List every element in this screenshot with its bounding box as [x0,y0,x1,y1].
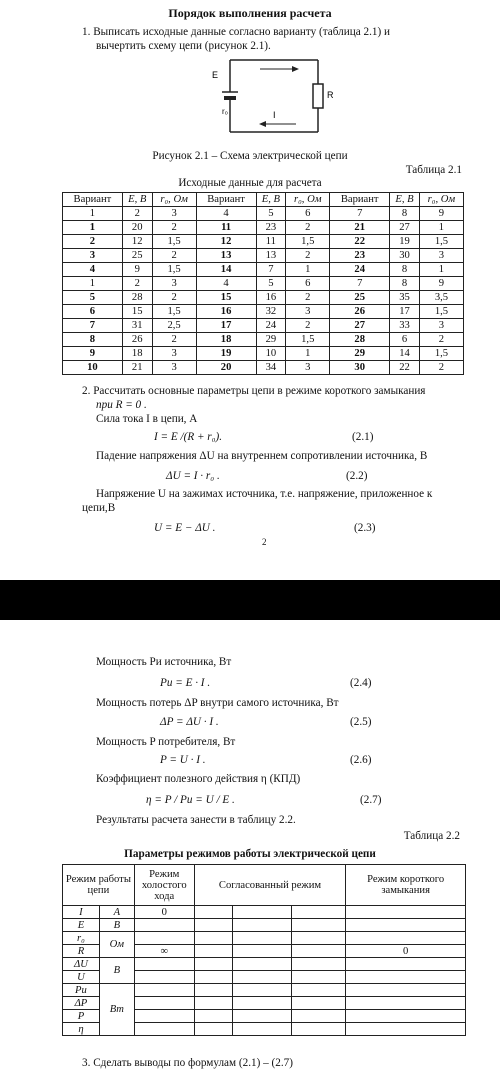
table-2-1-cell: 5 [256,277,286,291]
table-2-1-row [63,347,464,361]
page-separator [0,580,500,620]
matched-cell [232,932,292,945]
matched-cell [292,945,346,958]
table-2-1-cell: 25 [330,291,390,305]
table-2-1-cell: 2 [122,207,152,221]
step-2-line-1: 2. Рассчитать основные параметры цепи в режиме короткого замыкания [82,385,426,397]
param-cell: ΔU [63,958,100,971]
table-2-1-cell: 8 [390,277,420,291]
terminal-voltage-label-2: цепи,В [82,502,116,514]
current-label: Сила тока I в цепи, А [96,413,198,425]
table-2-1-header: E, В [390,193,420,207]
table-2-1-cell: 11 [256,235,286,249]
table-2-1-cell: 3 [286,305,330,319]
label-e: E [212,70,219,80]
header-idle: Режим холостого хода [134,865,194,906]
label-r: R [327,90,334,100]
table-2-1-cell: 5 [256,207,286,221]
table-2-1-cell: 3 [152,207,196,221]
table-2-1-cell: 18 [122,347,152,361]
table-2-1-row [63,207,464,221]
unit-cell: А [99,906,134,919]
table-2-1-title: Исходные данные для расчета [178,177,322,189]
table-2-1-cell: 1 [63,277,123,291]
table-2-1-cell: 21 [122,361,152,375]
table-2-1-cell: 2 [419,333,463,347]
table-2-1-cell: 6 [63,305,123,319]
table-2-1-cell: 30 [390,249,420,263]
header-matched: Согласованный режим [194,865,346,906]
consumer-power-label: Мощность P потребителя, Вт [96,736,236,748]
idle-cell [134,971,194,984]
table-2-1-cell: 2 [63,235,123,249]
table-2-1-cell: 1,5 [419,235,463,249]
table-2-1-cell: 29 [330,347,390,361]
table-2-1-cell: 24 [256,319,286,333]
matched-cell [292,971,346,984]
short-circuit-cell [346,932,466,945]
table-2-1-cell: 29 [256,333,286,347]
table-2-1-row [63,305,464,319]
table-2-1-cell: 1,5 [419,305,463,319]
param-cell: Pи [63,984,100,997]
equation-2-1-number: (2.1) [352,431,374,443]
table-2-1-row [63,277,464,291]
loss-power-label: Мощность потерь ΔP внутри самого источника, Вт [96,697,339,709]
table-2-2-title: Параметры режимов работы электрической цепи [124,848,376,860]
table-2-1-cell: 15 [196,291,256,305]
voltage-drop-label: Падение напряжения ΔU на внутреннем сопротивлении источника, В [96,450,428,462]
table-2-1-cell: 1,5 [286,333,330,347]
step-2-line-2: при R = 0 . [96,399,147,411]
table-2-1-cell: 9 [419,277,463,291]
table-2-1-cell: 16 [256,291,286,305]
matched-cell [292,1023,346,1036]
table-2-1-cell: 2 [152,249,196,263]
table-2-2-row [63,984,466,997]
table-2-2-row [63,906,466,919]
table-2-1-cell: 16 [196,305,256,319]
table-2-1-cell: 20 [122,221,152,235]
idle-cell [134,919,194,932]
matched-cell [232,984,292,997]
table-2-1-cell: 3 [63,249,123,263]
header-short-circuit: Режим короткого замыкания [346,865,466,906]
matched-cell [194,919,232,932]
table-2-1-cell: 2,5 [152,319,196,333]
table-2-1-cell: 7 [330,277,390,291]
param-cell: R [63,945,100,958]
table-2-1-cell: 1 [63,221,123,235]
equation-2-3-number: (2.3) [354,522,376,534]
short-circuit-cell [346,997,466,1010]
section-heading: Порядок выполнения расчета [168,6,332,20]
table-2-1-row [63,333,464,347]
equation-2-4-number: (2.4) [350,677,372,689]
table-2-1-cell: 22 [390,361,420,375]
source-power-label: Мощность Pи источника, Вт [96,656,232,668]
table-2-1-cell: 6 [286,207,330,221]
table-2-1-cell: 1,5 [152,305,196,319]
table-2-1-cell: 2 [152,221,196,235]
table-2-1-header: r₀, Ом [419,193,463,207]
matched-cell [292,919,346,932]
label-i: I [273,110,276,120]
table-2-1-cell: 3 [152,347,196,361]
matched-cell [194,932,232,945]
unit-cell-watt: Вт [99,984,134,1036]
table-2-1-cell: 3 [419,249,463,263]
table-2-1-cell: 2 [152,333,196,347]
table-2-1-cell: 14 [390,347,420,361]
idle-cell [134,1010,194,1023]
matched-cell [194,958,232,971]
step-1-line-2: вычертить схему цепи (рисунок 2.1). [96,40,271,52]
matched-cell [232,997,292,1010]
idle-cell: ∞ [134,945,194,958]
table-2-1-row [63,221,464,235]
table-2-1-cell: 7 [63,319,123,333]
table-2-1-cell: 4 [63,263,123,277]
equation-2-5: ΔP = ΔU · I . [160,716,219,728]
short-circuit-cell [346,971,466,984]
table-2-1-header: Вариант [330,193,390,207]
table-2-1-cell: 10 [256,347,286,361]
matched-cell [292,932,346,945]
matched-cell [232,1010,292,1023]
equation-2-2: ΔU = I · r₀ . [166,470,220,482]
table-2-1-cell: 5 [63,291,123,305]
table-2-1-cell: 2 [122,277,152,291]
table-2-2-row [63,932,466,945]
table-2-1-cell: 2 [286,319,330,333]
table-2-1-cell: 2 [286,291,330,305]
table-2-1-cell: 1,5 [152,263,196,277]
table-2-1-cell: 31 [122,319,152,333]
modes-table [62,864,466,1036]
equation-2-3: U = E − ΔU . [154,522,216,534]
short-circuit-cell [346,919,466,932]
matched-cell [194,906,232,919]
matched-cell [194,984,232,997]
matched-cell [194,997,232,1010]
table-2-1-header: r₀, Ом [286,193,330,207]
table-2-1-cell: 10 [63,361,123,375]
table-2-1-cell: 20 [196,361,256,375]
table-2-1-row [63,263,464,277]
table-2-1-cell: 26 [330,305,390,319]
table-2-1-cell: 1 [286,263,330,277]
table-2-1-cell: 4 [196,207,256,221]
table-2-1-cell: 22 [330,235,390,249]
table-2-1-row [63,361,464,375]
param-cell: E [63,919,100,932]
table-2-1-cell: 15 [122,305,152,319]
page-number: 2 [262,537,267,547]
short-circuit-cell [346,1010,466,1023]
equation-2-1: I = E /(R + r₀). [154,431,223,443]
matched-cell [292,1010,346,1023]
table-2-1-cell: 13 [196,249,256,263]
table-2-1-header: E, В [122,193,152,207]
table-2-1-cell: 30 [330,361,390,375]
table-2-1-cell: 2 [286,249,330,263]
table-2-2-number: Таблица 2.2 [403,830,460,842]
table-2-1-header: Вариант [196,193,256,207]
unit-cell-ohm: Ом [99,932,134,958]
table-2-1-cell: 1 [286,347,330,361]
source-data-table [62,192,464,375]
table-2-1-cell: 9 [419,207,463,221]
header-mode: Режим работы цепи [63,865,135,906]
step-3-cut-off: 3. Сделать выводы по формулам (2.1) – (2.7) [82,1057,293,1069]
short-circuit-cell [346,984,466,997]
table-2-1-header: r₀, Ом [152,193,196,207]
table-2-1-cell: 2 [152,291,196,305]
short-circuit-cell [346,1023,466,1036]
page-2 [0,620,500,1069]
table-2-2-row [63,919,466,932]
step-1-line-1: 1. Выписать исходные данные согласно варианту (таблица 2.1) и [82,26,390,38]
table-2-1-cell: 35 [390,291,420,305]
table-2-1-cell: 19 [196,347,256,361]
unit-cell-volt: В [99,958,134,984]
matched-cell [232,945,292,958]
table-2-1-cell: 1,5 [286,235,330,249]
matched-cell [292,906,346,919]
table-2-1-cell: 28 [330,333,390,347]
terminal-voltage-label-1: Напряжение U на зажимах источника, т.е. напряжение, приложенное к [96,488,433,500]
param-cell: I [63,906,100,919]
matched-cell [232,971,292,984]
table-2-1-cell: 24 [330,263,390,277]
table-2-1-cell: 9 [63,347,123,361]
idle-cell [134,984,194,997]
table-2-1-cell: 17 [196,319,256,333]
matched-cell [292,997,346,1010]
table-2-1-cell: 1 [419,263,463,277]
param-cell: η [63,1023,100,1036]
table-2-1-cell: 25 [122,249,152,263]
figure-caption: Рисунок 2.1 – Схема электрической цепи [152,150,348,162]
efficiency-label: Коэффициент полезного действия η (КПД) [96,773,301,785]
table-2-1-cell: 7 [330,207,390,221]
table-2-1-cell: 19 [390,235,420,249]
table-2-1-cell: 3 [152,361,196,375]
table-2-1-cell: 14 [196,263,256,277]
table-2-1-cell: 9 [122,263,152,277]
table-2-1-cell: 18 [196,333,256,347]
table-2-1-cell: 23 [256,221,286,235]
matched-cell [292,958,346,971]
table-2-1-row [63,249,464,263]
table-2-1-cell: 17 [390,305,420,319]
matched-cell [232,919,292,932]
table-2-1-cell: 4 [196,277,256,291]
table-2-1-row [63,235,464,249]
table-2-1-cell: 2 [419,361,463,375]
param-cell: U [63,971,100,984]
short-circuit-cell [346,958,466,971]
short-circuit-cell: 0 [346,945,466,958]
short-circuit-cell [346,906,466,919]
table-2-1-cell: 32 [256,305,286,319]
param-cell: r₀ [63,932,100,945]
equation-2-2-number: (2.2) [346,470,368,482]
matched-cell [194,945,232,958]
matched-cell [232,1023,292,1036]
table-2-1-cell: 1 [419,221,463,235]
matched-cell [232,906,292,919]
idle-cell [134,997,194,1010]
table-2-1-row [63,291,464,305]
table-2-1-cell: 27 [390,221,420,235]
equation-2-6-number: (2.6) [350,754,372,766]
matched-cell [194,971,232,984]
table-2-1-cell: 28 [122,291,152,305]
table-2-1-cell: 8 [390,263,420,277]
equation-2-7: η = P / Pи = U / E . [146,794,235,806]
table-2-1-cell: 8 [63,333,123,347]
unit-cell: В [99,919,134,932]
table-2-1-cell: 11 [196,221,256,235]
idle-cell [134,958,194,971]
matched-cell [232,958,292,971]
table-2-1-cell: 7 [256,263,286,277]
table-2-1-cell: 1,5 [152,235,196,249]
equation-2-4: Pи = E · I . [160,677,211,689]
table-2-1-cell: 3 [419,319,463,333]
table-2-1-cell: 3 [286,361,330,375]
idle-cell [134,932,194,945]
table-2-1-cell: 6 [390,333,420,347]
table-2-1-header: E, В [256,193,286,207]
table-2-1-cell: 26 [122,333,152,347]
label-r0: r₀ [222,107,228,116]
table-2-1-cell: 2 [286,221,330,235]
param-cell: P [63,1010,100,1023]
table-2-2-row [63,958,466,971]
table-2-1-cell: 13 [256,249,286,263]
param-cell: ΔP [63,997,100,1010]
table-2-1-number: Таблица 2.1 [405,164,462,176]
table-2-1-cell: 21 [330,221,390,235]
equation-2-6: P = U · I . [160,754,206,766]
table-2-1-cell: 27 [330,319,390,333]
idle-cell: 0 [134,906,194,919]
matched-cell [194,1023,232,1036]
table-2-1-row [63,319,464,333]
table-2-1-cell: 1 [63,207,123,221]
table-2-1-cell: 12 [196,235,256,249]
table-2-1-cell: 34 [256,361,286,375]
results-note: Результаты расчета занести в таблицу 2.2. [96,814,296,826]
idle-cell [134,1023,194,1036]
table-2-1-cell: 1,5 [419,347,463,361]
table-2-1-cell: 6 [286,277,330,291]
table-2-1-header: Вариант [63,193,123,207]
equation-2-5-number: (2.5) [350,716,372,728]
table-2-1-cell: 33 [390,319,420,333]
table-2-1-cell: 3 [152,277,196,291]
equation-2-7-number: (2.7) [360,794,382,806]
matched-cell [194,1010,232,1023]
table-2-1-cell: 3,5 [419,291,463,305]
table-2-1-cell: 12 [122,235,152,249]
table-2-1-cell: 8 [390,207,420,221]
table-2-1-cell: 23 [330,249,390,263]
matched-cell [292,984,346,997]
circuit-diagram [200,56,340,136]
